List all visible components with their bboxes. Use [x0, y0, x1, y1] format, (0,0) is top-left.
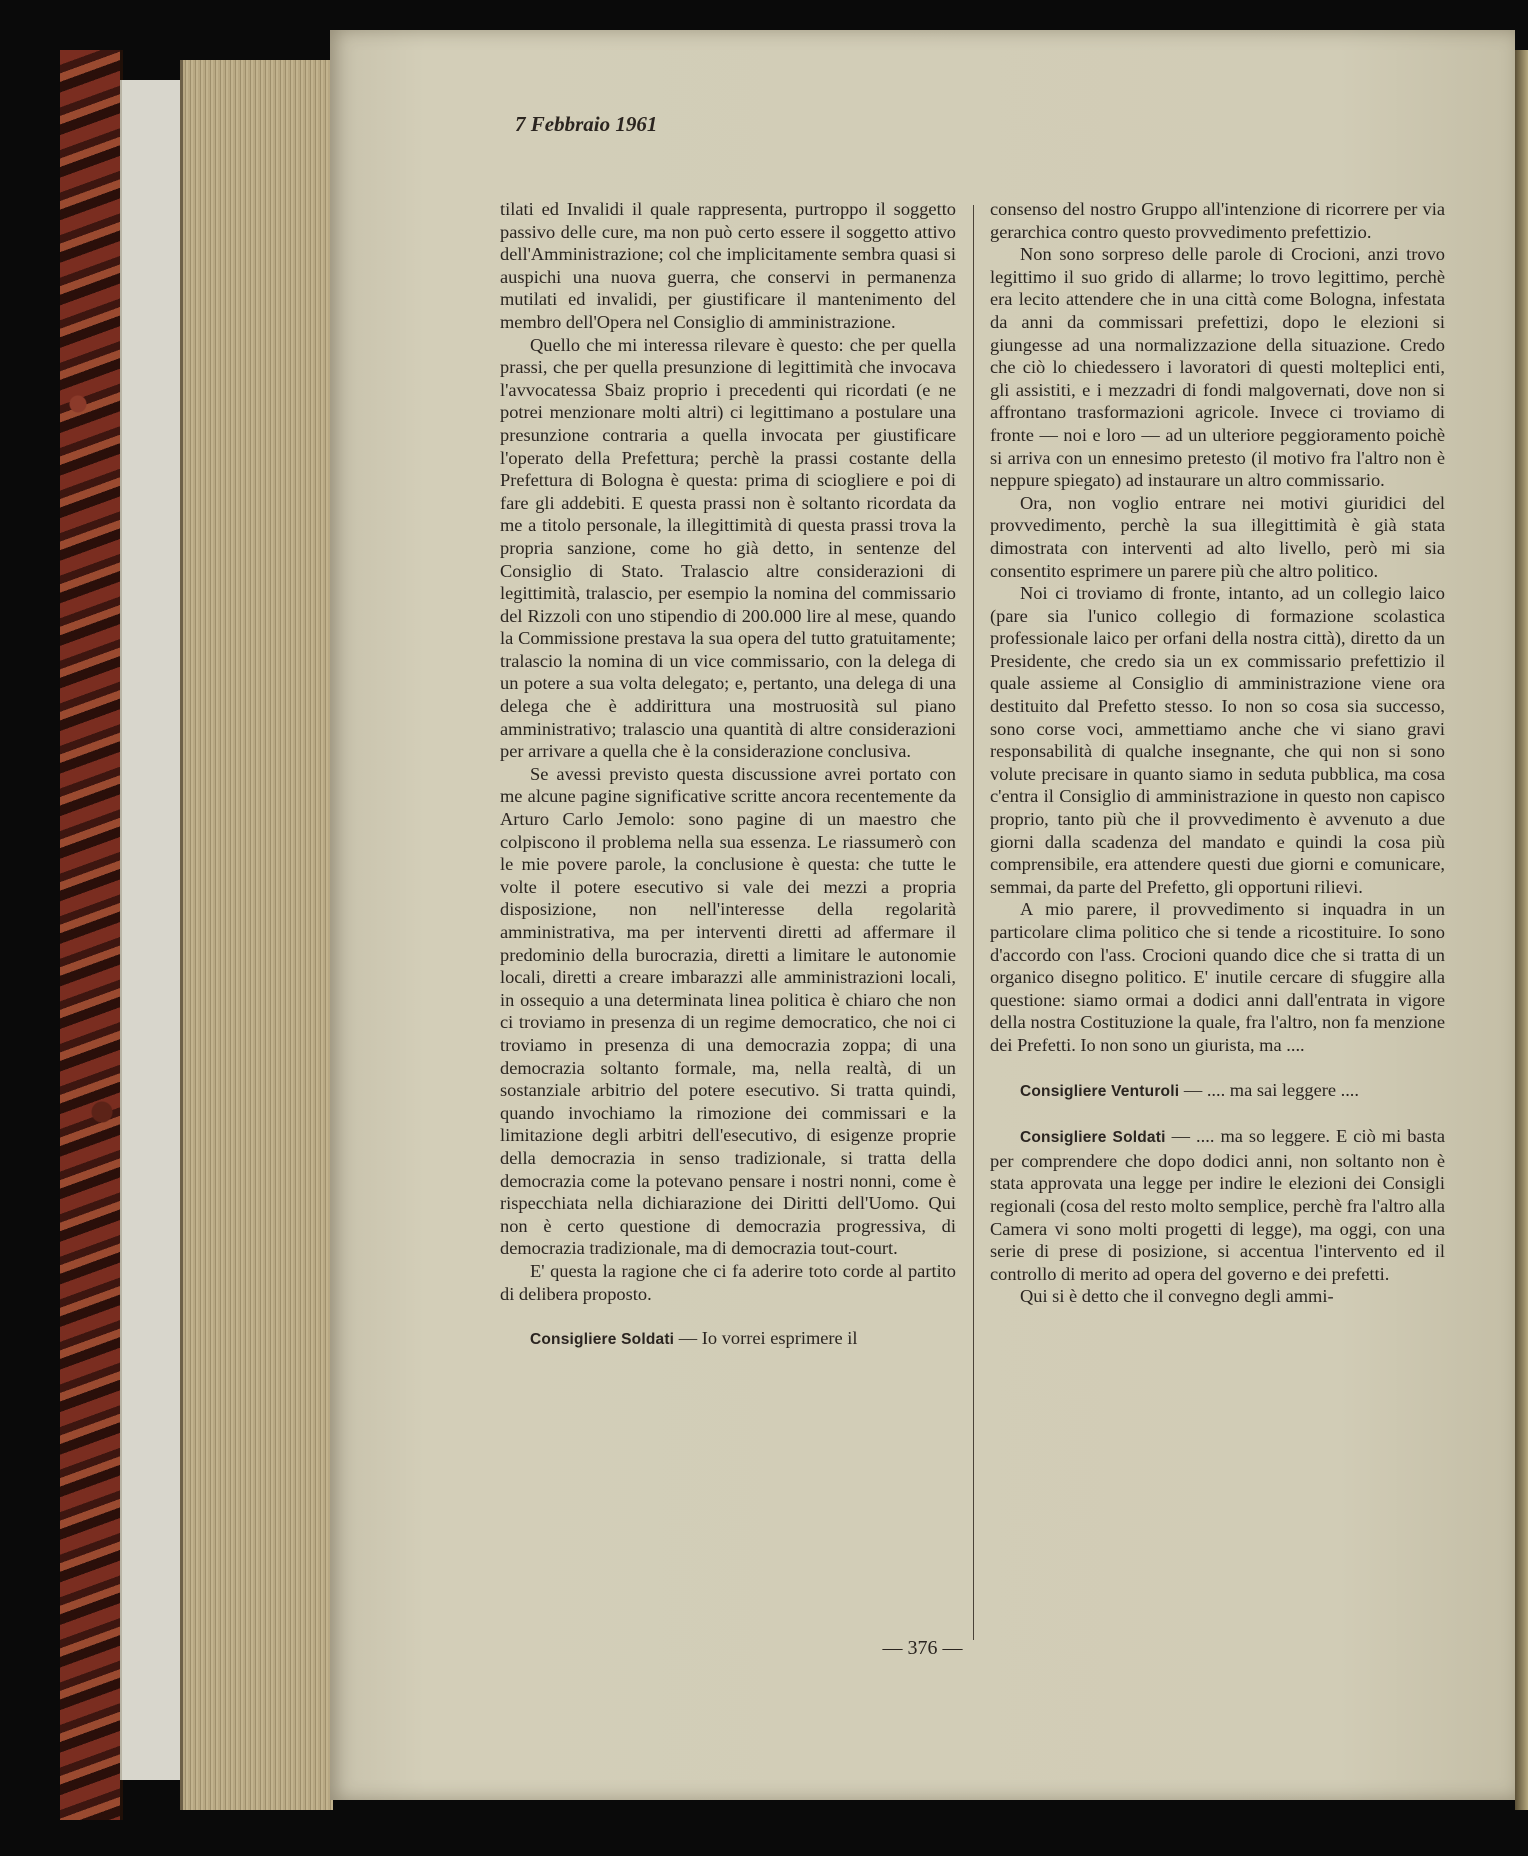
- document-page: [330, 30, 1515, 1800]
- page-number: — 376 —: [882, 1637, 963, 1659]
- speaker-name: Consigliere Soldati: [530, 1331, 675, 1349]
- running-head: 7 Febbraio 1961: [515, 112, 658, 136]
- speech-text: — .... ma so leggere. E ciò mi basta per comprendere che dopo dodici anni, non soltanto non è stata approvata una legge per indire le elezioni dei Consigli regionali (cosa del resto molto semplice, perchè fra l'altro alla Camera vi sono molti progetti di legge), ma oggi, con una serie di prese di posizione, si accentua l'intervento ed il controllo di merito ad opera del governo e dei prefetti.: [990, 1126, 1445, 1284]
- body-paragraph: E' questa la ragione che ci fa aderire toto corde al partito di delibera proposto.: [500, 1260, 956, 1304]
- page-block-edge: [180, 60, 333, 1810]
- marbled-cover-edge: [60, 50, 123, 1820]
- speech-paragraph: [990, 1125, 1445, 1285]
- paragraph-gap: [990, 1103, 1445, 1125]
- body-paragraph: Ora, non voglio entrare nei motivi giuridici del provvedimento, perchè la sua illegittimità è già stata dimostrata con interventi ad alto livello, però mi sia consentito esprimere un parere più che altro politico.: [990, 492, 1445, 581]
- speaker-name: Consigliere Venturoli: [1020, 1082, 1180, 1100]
- paragraph-gap: [990, 1057, 1445, 1079]
- body-paragraph: tilati ed Invalidi il quale rappresenta, purtroppo il soggetto passivo delle cure, ma non può certo essere il soggetto attivo dell'Amministrazione; col che implicitamente sembra quasi si auspichi una nuova guerra, che conservi in permanenza mutilati ed invalidi, per giustificare il mantenimento del membro dell'Opera nel Consiglio di amministrazione.: [500, 199, 956, 332]
- left-column: [500, 198, 956, 1352]
- speech-text: — .... ma sai leggere ....: [1179, 1079, 1360, 1100]
- paragraph-gap: [500, 1305, 956, 1327]
- body-paragraph: consenso del nostro Gruppo all'intenzione di ricorrere per via gerarchica contro questo provvedimento prefettizio.: [990, 199, 1445, 242]
- endpaper-edge: [120, 80, 184, 1780]
- body-paragraph: Quello che mi interessa rilevare è questo: che per quella prassi, che per quella presunzione di legittimità che invocava l'avvocatessa Sbaiz proprio i precedenti qui ricordati (e ne potrei menzionare molti altri) ci legittimano a postulare una presunzione contraria a quella invocata per giustificare l'operato della Prefettura; perchè la prassi costante della Prefettura di Bologna è questa: prima di sciogliere e poi di fare gli addebiti. E questa prassi non è soltanto ricordata da me a titolo personale, la illegittimità di questa prassi trova la propria sanzione, come ho già detto, in sentenze del Consiglio di Stato. Tralascio altre considerazioni di legittimità, tralascio, per esempio la nomina del commissario del Rizzoli con uno stipendio di 200.000 lire al mese, quando la Commissione prestava la sua opera del tutto gratuitamente; tralascio la nomina di un vice commissario, con la delega di un potere a sua volta delegato; e, pertanto, una delega di una delega che è addirittura una mostruosità sul piano amministrativo; tralascio una quantità di altre considerazioni per arrivare a quella che è la considerazione conclusiva.: [500, 334, 956, 762]
- column-rule: [973, 205, 974, 1640]
- body-paragraph: A mio parere, il provvedimento si inquadra in un particolare clima politico che si tende a ricostituire. Io sono d'accordo con l'ass. Crocioni quando dice che si tratta di un organico disegno politico. E' inutile cercare di sfuggire alla questione: siamo ormai a dodici anni dall'entrata in vigore della nostra Costituzione la quale, fra l'altro, non fa menzione dei Prefetti. Io non sono un giurista, ma ....: [990, 899, 1445, 1055]
- body-paragraph: Se avessi previsto questa discussione avrei portato con me alcune pagine significative scritte ancora recentemente da Arturo Carlo Jemolo: sono pagine di un maestro che colpiscono il problema nella sua essenza. Le riassumerò con le mie povere parole, la conclusione è questa: che tutte le volte il potere esecutivo si vale dei mezzi a propria disposizione, non nell'interesse della regolarità amministrativa, ma per interventi diretti ad affermare il predominio della burocrazia, diretti a limitare le autonomie locali, diretti a creare imbarazzi alle amministrazioni locali, in ossequio a una determinata linea politica è chiaro che non ci troviamo in presenza di un regime democratico, che noi ci troviamo in presenza di una democrazia zoppa; di una democrazia soltanto formale, ma, nella realtà, di un sostanziale arbitrio del potere esecutivo. Si tratta quindi, quando invochiamo la rimozione dei commissari e la limitazione degli arbitri dell'esecutivo, di esigenze proprie della democrazia in senso tradizionale, si tratta della democrazia come la potevano pensare i nostri nonni, come è rispecchiata nella dichiarazione dei Diritti dell'Uomo. Qui non è certo questione di democrazia progressiva, di democrazia tradizionale, ma di democrazia tout-court.: [500, 763, 956, 1259]
- speaker-name: Consigliere Soldati: [1020, 1129, 1166, 1147]
- book-scan: [60, 30, 1528, 1830]
- body-paragraph: Qui si è detto che il convegno degli ammi-: [1020, 1286, 1334, 1307]
- right-column: [990, 198, 1445, 1308]
- speech-paragraph: [990, 1079, 1445, 1104]
- speech-text: — Io vorrei esprimere il: [674, 1328, 858, 1349]
- body-paragraph: Noi ci troviamo di fronte, intanto, ad un collegio laico (pare sia l'unico collegio di formazione scolastica professionale laico per orfani della nostra città), diretto da un Presidente, che credo sia un ex commissario prefettizio il quale assieme al Consiglio di amministrazione viene ora destituito dal Prefetto stesso. Io non so cosa sia successo, sono corse voci, ammettiamo anche che vi siano gravi responsabilità di qualche insegnante, che qui non si sono volute precisare in quanto siamo in seduta pubblica, ma cosa c'entra il Consiglio di amministrazione in questo non capisco proprio, tanto più che il provvedimento è avvenuto a due giorni dalla scadenza del mandato e quindi la cosa più comprensibile, era attendere questi due giorni e comunicare, semmai, da parte del Prefetto, gli opportuni rilievi.: [990, 583, 1445, 897]
- speech-paragraph: [500, 1327, 956, 1352]
- facing-page-edge: [1515, 50, 1528, 1810]
- body-paragraph: Non sono sorpreso delle parole di Crocioni, anzi trovo legittimo il suo grido di allarme; lo trovo legittimo, perchè era lecito attendere che in una città come Bologna, infestata da anni da commissari prefettizi, dopo le elezioni si giungesse ad una normalizzazione della situazione. Credo che ciò lo chiedessero i lavoratori di questi molteplici enti, gli assistiti, e i mezzadri di fondi malgovernati, dove non si affrontano trasformazioni agricole. Invece ci troviamo di fronte — noi e loro — ad un ulteriore peggioramento poichè si arriva con un ennesimo pretesto (il motivo fra l'altro non è neppure spiegato) ad instaurare un altro commissario.: [990, 244, 1445, 491]
